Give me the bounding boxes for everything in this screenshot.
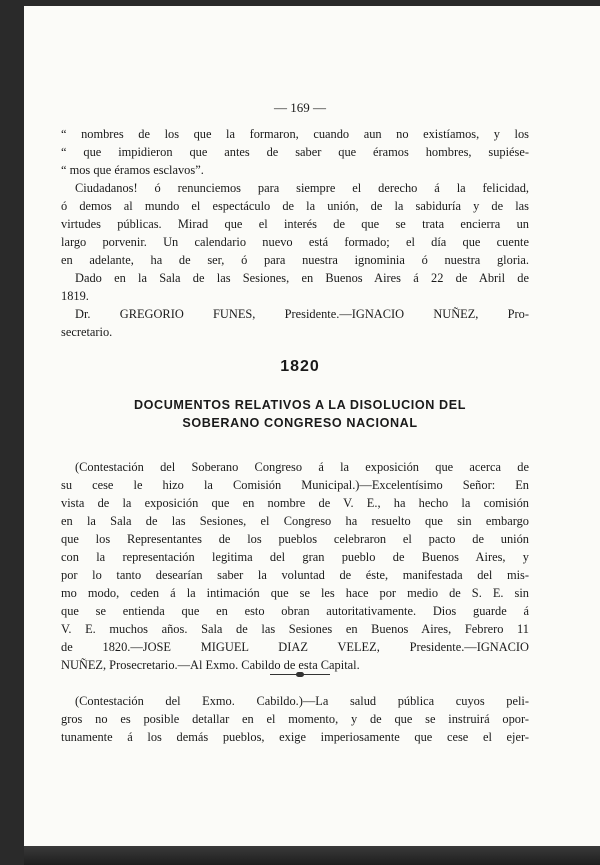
text-line: en la Sala de las Sesiones, el Congreso ha resuelto que sin embargo — [61, 514, 529, 528]
text-line: (Contestación del Exmo. Cabildo.)—La salud pública cuyos peli- — [75, 694, 529, 708]
text-line: “ que impidieron que antes de saber que éramos hombres, supiése- — [61, 145, 529, 159]
text-line: (Contestación del Soberano Congreso á la exposición que acerca de — [75, 460, 529, 474]
text-line: su cese le hizo la Comisión Municipal.)—Excelentísimo Señor: En — [61, 478, 529, 492]
text-line: tunamente á los demás pueblos, exige imperiosamente que cese el ejer- — [61, 730, 529, 744]
year-heading: 1820 — [280, 358, 320, 375]
text-line: 1819. — [61, 289, 89, 303]
text-line: ó demos al mundo el espectáculo de la unión, de la sabiduría y de las — [61, 199, 529, 213]
text-line: largo porvenir. Un calendario nuevo está formado; el día que cuente — [61, 235, 529, 249]
text-line: que se entienda que en esto obran autoritativamente. Dios guarde á — [61, 604, 529, 618]
text-line: por lo tanto desearían saber la voluntad de éste, manifestada del mis- — [61, 568, 529, 582]
text-line: con la representación legitima del gran pueblo de Buenos Aires, y — [61, 550, 529, 564]
section-divider-ornament — [270, 672, 330, 678]
text-line: de 1820.—JOSE MIGUEL DIAZ VELEZ, Presidente.—IGNACIO — [61, 640, 529, 654]
text-line: virtudes públicas. Mirad que el interés de que se trata encierra un — [61, 217, 529, 231]
text-line: “ mos que éramos esclavos”. — [61, 163, 204, 177]
text-line: en adelante, ha de ser, ó para nuestra ignominia ó nuestra gloria. — [61, 253, 529, 267]
title-line: DOCUMENTOS RELATIVOS A LA DISOLUCION DEL — [133, 398, 467, 412]
text-line: secretario. — [61, 325, 113, 339]
scan-bottom-edge — [24, 846, 600, 865]
text-line: vista de la exposición que en nombre de V. E., ha hecho la comisión — [61, 496, 529, 510]
text-line: NUÑEZ, Prosecretario.—Al Exmo. Cabildo de esta Capital. — [61, 658, 360, 672]
text-line: que los Representantes de los pueblos celebraron el pacto de unión — [61, 532, 529, 546]
text-line: mo modo, ceden á la intimación que se les hace por medio de S. E. sin — [61, 586, 529, 600]
text-line: Dado en la Sala de las Sesiones, en Buenos Aires á 22 de Abril de — [75, 271, 529, 285]
text-line: gros no es posible detallar en el momento, y de que se instruirá opor- — [61, 712, 529, 726]
page-number: — 169 — — [274, 100, 326, 115]
text-line: Ciudadanos! ó renunciemos para siempre el derecho á la felicidad, — [75, 181, 529, 195]
text-line: Dr. GREGORIO FUNES, Presidente.—IGNACIO NUÑEZ, Pro- — [75, 307, 529, 321]
text-line: “ nombres de los que la formaron, cuando aun no existíamos, y los — [61, 127, 529, 141]
title-line: SOBERANO CONGRESO NACIONAL — [182, 416, 418, 430]
text-line: V. E. muchos años. Sala de las Sesiones en Buenos Aires, Febrero 11 — [61, 622, 529, 636]
